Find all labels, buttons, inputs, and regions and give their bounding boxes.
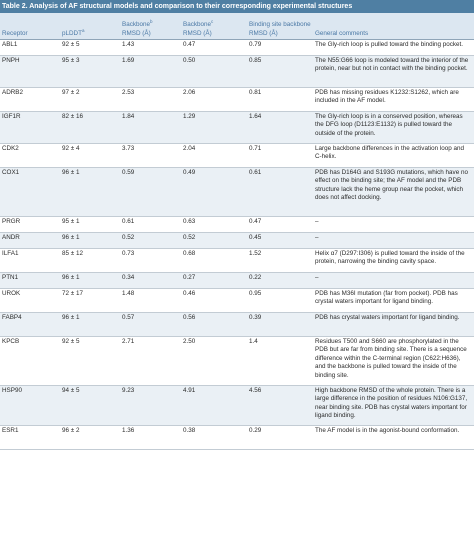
- cell-plddt: 85 ± 12: [60, 249, 120, 273]
- cell-comment: The Gly-rich loop is pulled toward the binding pocket.: [313, 40, 474, 56]
- cell-plddt: 94 ± 5: [60, 386, 120, 426]
- cell-backbone-rmsd-2: 0.52: [181, 233, 247, 249]
- cell-plddt: 96 ± 1: [60, 313, 120, 337]
- cell-backbone-rmsd-2: 2.06: [181, 88, 247, 112]
- cell-comment: –: [313, 273, 474, 289]
- cell-receptor: ESR1: [0, 426, 60, 450]
- cell-plddt: 96 ± 2: [60, 426, 120, 450]
- cell-backbone-rmsd-1: 1.69: [120, 56, 181, 88]
- cell-backbone-rmsd-1: 3.73: [120, 144, 181, 168]
- cell-backbone-rmsd-2: 0.63: [181, 217, 247, 233]
- cell-comment: Helix α7 (D297:I306) is pulled toward the inside of the protein, narrowing the binding cavity space.: [313, 249, 474, 273]
- header-plddt: pLDDT$^a$: [60, 13, 120, 40]
- cell-backbone-rmsd-1: 0.73: [120, 249, 181, 273]
- cell-receptor: KPCB: [0, 337, 60, 386]
- cell-binding-site-rmsd: 0.79: [247, 40, 313, 56]
- header-receptor: Receptor: [0, 13, 60, 40]
- cell-comment: Residues T500 and S660 are phosphorylated in the PDB but are far from binding site. There is a sequence difference within the C-terminal region (C622:H636), and the backbone is pulled toward the inside of the binding site.: [313, 337, 474, 386]
- cell-backbone-rmsd-2: 0.38: [181, 426, 247, 450]
- cell-comment: Large backbone differences in the activation loop and C-helix.: [313, 144, 474, 168]
- cell-backbone-rmsd-2: 0.46: [181, 289, 247, 313]
- cell-binding-site-rmsd: 0.45: [247, 233, 313, 249]
- cell-backbone-rmsd-1: 1.84: [120, 112, 181, 144]
- cell-comment: –: [313, 217, 474, 233]
- cell-plddt: 82 ± 16: [60, 112, 120, 144]
- cell-receptor: FABP4: [0, 313, 60, 337]
- table-row: [0, 313, 474, 337]
- cell-backbone-rmsd-2: 1.29: [181, 112, 247, 144]
- cell-plddt: 92 ± 5: [60, 40, 120, 56]
- table-row: [0, 273, 474, 289]
- header-row: [0, 13, 474, 40]
- cell-binding-site-rmsd: 4.56: [247, 386, 313, 426]
- cell-backbone-rmsd-1: 1.43: [120, 40, 181, 56]
- cell-backbone-rmsd-2: 2.04: [181, 144, 247, 168]
- cell-receptor: ABL1: [0, 40, 60, 56]
- cell-plddt: 92 ± 4: [60, 144, 120, 168]
- table-row: [0, 217, 474, 233]
- cell-comment: The AF model is in the agonist-bound conformation.: [313, 426, 474, 450]
- cell-backbone-rmsd-1: 2.53: [120, 88, 181, 112]
- cell-comment: PDB has missing residues K1232:S1262, which are included in the AF model.: [313, 88, 474, 112]
- table-row: [0, 88, 474, 112]
- cell-backbone-rmsd-1: 0.57: [120, 313, 181, 337]
- cell-backbone-rmsd-1: 1.36: [120, 426, 181, 450]
- cell-receptor: PRGR: [0, 217, 60, 233]
- header-general-comments: General comments: [313, 13, 474, 40]
- cell-backbone-rmsd-1: 0.34: [120, 273, 181, 289]
- cell-comment: PDB has M36I mutation (far from pocket). PDB has crystal waters important for ligand binding.: [313, 289, 474, 313]
- cell-binding-site-rmsd: 0.85: [247, 56, 313, 88]
- cell-binding-site-rmsd: 0.39: [247, 313, 313, 337]
- cell-receptor: HSP90: [0, 386, 60, 426]
- cell-backbone-rmsd-2: 2.50: [181, 337, 247, 386]
- cell-binding-site-rmsd: 0.47: [247, 217, 313, 233]
- cell-backbone-rmsd-2: 0.47: [181, 40, 247, 56]
- cell-backbone-rmsd-1: 0.59: [120, 168, 181, 217]
- table-row: [0, 426, 474, 450]
- cell-comment: High backbone RMSD of the whole protein. There is a large difference in the position of residues N106:G137, near binding site. PDB has crystal waters important for ligand binding.: [313, 386, 474, 426]
- header-backbone-rmsd-2: Backbone$^c$ RMSD (Å): [181, 13, 247, 40]
- cell-comment: The Gly-rich loop is in a conserved position, whereas the DFG loop (D1123:E1132) is pulled toward the outside of the protein.: [313, 112, 474, 144]
- table-caption: Table 2. Analysis of AF structural models and comparison to their corresponding experimental structures: [0, 0, 474, 13]
- cell-plddt: 92 ± 5: [60, 337, 120, 386]
- cell-binding-site-rmsd: 1.64: [247, 112, 313, 144]
- cell-binding-site-rmsd: 0.61: [247, 168, 313, 217]
- cell-receptor: COX1: [0, 168, 60, 217]
- cell-backbone-rmsd-2: 0.68: [181, 249, 247, 273]
- table-row: [0, 56, 474, 88]
- table-row: [0, 386, 474, 426]
- table-row: [0, 233, 474, 249]
- cell-backbone-rmsd-1: 2.71: [120, 337, 181, 386]
- table-row: [0, 168, 474, 217]
- table-row: [0, 249, 474, 273]
- cell-backbone-rmsd-2: 0.50: [181, 56, 247, 88]
- table-row: [0, 40, 474, 56]
- header-backbone-rmsd-1: Backbone$^b$ RMSD (Å): [120, 13, 181, 40]
- cell-plddt: 95 ± 3: [60, 56, 120, 88]
- cell-plddt: 97 ± 2: [60, 88, 120, 112]
- cell-backbone-rmsd-2: 0.49: [181, 168, 247, 217]
- cell-backbone-rmsd-1: 1.48: [120, 289, 181, 313]
- cell-binding-site-rmsd: 0.81: [247, 88, 313, 112]
- table-row: [0, 144, 474, 168]
- cell-comment: PDB has D164G and S193G mutations, which have no effect on the binding site; the AF model and the PDB structure lack the heme group near the pocket, which does not affect docking.: [313, 168, 474, 217]
- cell-binding-site-rmsd: 0.95: [247, 289, 313, 313]
- cell-comment: –: [313, 233, 474, 249]
- table-row: [0, 112, 474, 144]
- cell-receptor: PNPH: [0, 56, 60, 88]
- cell-plddt: 96 ± 1: [60, 273, 120, 289]
- cell-backbone-rmsd-1: 0.61: [120, 217, 181, 233]
- cell-binding-site-rmsd: 1.52: [247, 249, 313, 273]
- cell-backbone-rmsd-2: 4.91: [181, 386, 247, 426]
- cell-binding-site-rmsd: 0.71: [247, 144, 313, 168]
- cell-binding-site-rmsd: 1.4: [247, 337, 313, 386]
- cell-backbone-rmsd-1: 0.52: [120, 233, 181, 249]
- cell-receptor: ANDR: [0, 233, 60, 249]
- cell-binding-site-rmsd: 0.22: [247, 273, 313, 289]
- table-row: [0, 289, 474, 313]
- cell-receptor: UROK: [0, 289, 60, 313]
- cell-comment: The N55:G66 loop is modeled toward the interior of the protein, near but not in contact with the binding pocket.: [313, 56, 474, 88]
- cell-comment: PDB has crystal waters important for ligand binding.: [313, 313, 474, 337]
- cell-plddt: 96 ± 1: [60, 168, 120, 217]
- cell-plddt: 72 ± 17: [60, 289, 120, 313]
- table-row: [0, 337, 474, 386]
- cell-backbone-rmsd-1: 9.23: [120, 386, 181, 426]
- cell-plddt: 96 ± 1: [60, 233, 120, 249]
- cell-receptor: ADRB2: [0, 88, 60, 112]
- cell-receptor: PTN1: [0, 273, 60, 289]
- header-binding-site-rmsd: Binding site backbone RMSD (Å): [247, 13, 313, 40]
- cell-backbone-rmsd-2: 0.56: [181, 313, 247, 337]
- cell-receptor: IGF1R: [0, 112, 60, 144]
- cell-receptor: ILFA1: [0, 249, 60, 273]
- cell-backbone-rmsd-2: 0.27: [181, 273, 247, 289]
- table-body: [0, 40, 474, 450]
- cell-receptor: CDK2: [0, 144, 60, 168]
- cell-binding-site-rmsd: 0.29: [247, 426, 313, 450]
- data-table: [0, 13, 474, 450]
- cell-plddt: 95 ± 1: [60, 217, 120, 233]
